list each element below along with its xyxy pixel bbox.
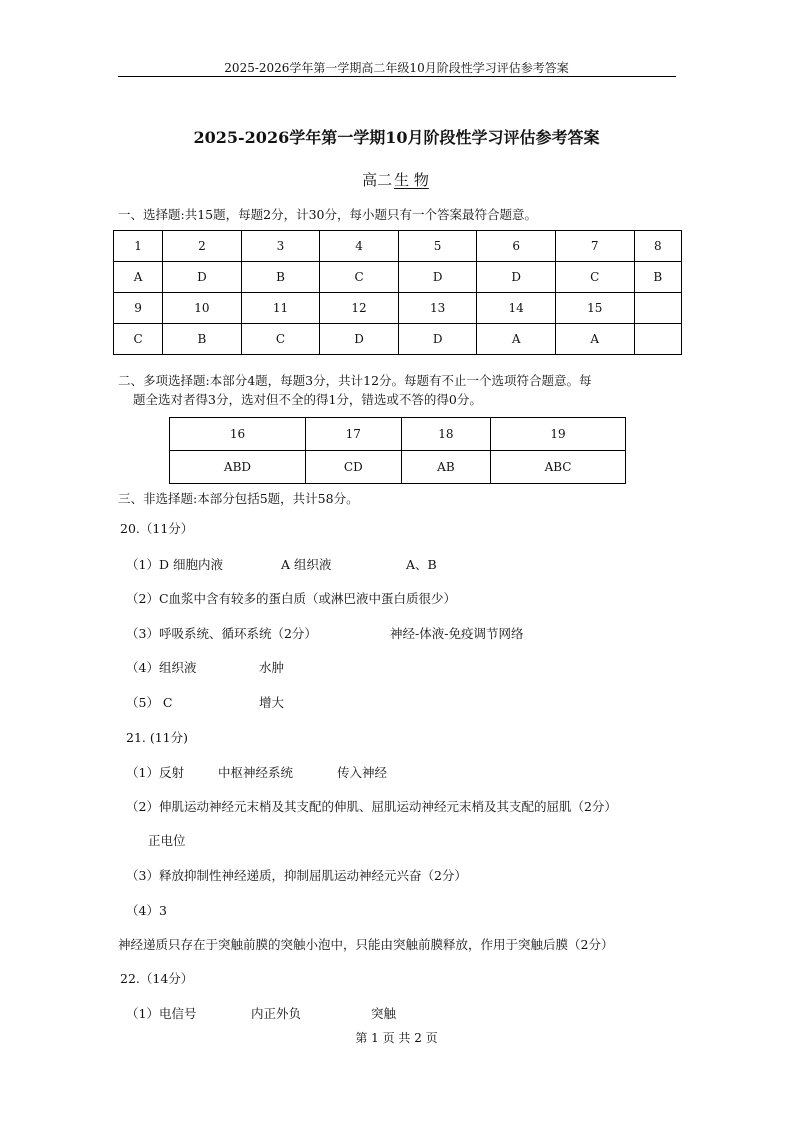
table-cell: 10 bbox=[163, 293, 242, 324]
table-row bbox=[114, 293, 682, 324]
section1-answer-table bbox=[113, 230, 682, 355]
table-cell: ABC bbox=[491, 451, 626, 484]
q20-5-answer-a: （5） C bbox=[126, 695, 173, 710]
table-cell: C bbox=[555, 262, 634, 293]
header-divider bbox=[118, 76, 676, 77]
table-cell: 9 bbox=[114, 293, 163, 324]
q20-1-answer-b: A 组织液 bbox=[281, 557, 332, 572]
q21-3-answer: （3）释放抑制性神经递质，抑制屈肌运动神经元兴奋（2分） bbox=[126, 868, 467, 883]
table-cell: C bbox=[320, 262, 399, 293]
table-cell: C bbox=[241, 324, 320, 355]
q21-1-answer-c: 传入神经 bbox=[337, 765, 388, 780]
grade-label: 高二 bbox=[362, 171, 393, 189]
table-cell: A bbox=[114, 262, 163, 293]
q20-3-answer-b: 神经-体液-免疫调节网络 bbox=[390, 626, 524, 641]
q20-3-answer-a: （3）呼吸系统、循环系统（2分） bbox=[126, 626, 317, 641]
table-cell: D bbox=[320, 324, 399, 355]
table-row bbox=[114, 324, 682, 355]
table-cell: 8 bbox=[634, 231, 681, 262]
q20-1-answer-a: （1）D 细胞内液 bbox=[126, 557, 223, 572]
q21-2-answer-a: （2）伸肌运动神经元末梢及其支配的伸肌、屈肌运动神经元末梢及其支配的屈肌（2分） bbox=[126, 799, 617, 814]
q21-2-answer-b: 正电位 bbox=[148, 833, 186, 848]
table-cell: 5 bbox=[398, 231, 477, 262]
table-cell: ABD bbox=[170, 451, 306, 484]
q20-title: 20.（11分） bbox=[120, 521, 194, 536]
q21-4-answer-a: （4）3 bbox=[126, 903, 167, 918]
table-row bbox=[170, 418, 626, 451]
q20-5-answer-b: 增大 bbox=[259, 695, 285, 710]
table-cell: 13 bbox=[398, 293, 477, 324]
subject-label: 生 物 bbox=[394, 171, 429, 189]
q22-1-answer-a: （1）电信号 bbox=[126, 1006, 197, 1021]
table-cell: D bbox=[398, 262, 477, 293]
table-cell: 2 bbox=[163, 231, 242, 262]
table-cell bbox=[634, 293, 681, 324]
table-cell: 6 bbox=[477, 231, 556, 262]
document-subtitle bbox=[0, 169, 793, 190]
table-cell: D bbox=[398, 324, 477, 355]
q20-4-answer-a: （4）组织液 bbox=[126, 660, 197, 675]
table-cell: 4 bbox=[320, 231, 399, 262]
table-row bbox=[114, 262, 682, 293]
section2-heading-line1: 二、多项选择题:本部分4题，每题3分，共计12分。每题有不止一个选项符合题意。每 bbox=[118, 373, 592, 388]
table-cell: 14 bbox=[477, 293, 556, 324]
table-cell: A bbox=[477, 324, 556, 355]
table-cell: CD bbox=[305, 451, 401, 484]
table-cell: B bbox=[634, 262, 681, 293]
section2-heading-line2: 题全选对者得3分，选对但不全的得1分，错选或不答的得0分。 bbox=[133, 392, 482, 407]
q21-1-answer-a: （1）反射 bbox=[126, 765, 184, 780]
table-cell: D bbox=[163, 262, 242, 293]
table-cell: 7 bbox=[555, 231, 634, 262]
table-cell: C bbox=[114, 324, 163, 355]
q21-1-answer-b: 中枢神经系统 bbox=[218, 765, 294, 780]
table-cell: 1 bbox=[114, 231, 163, 262]
page-footer: 第 1 页 共 2 页 bbox=[355, 1031, 438, 1045]
table-cell: 12 bbox=[320, 293, 399, 324]
table-cell: AB bbox=[401, 451, 490, 484]
document-title: 2025-2026学年第一学期10月阶段性学习评估参考答案 bbox=[193, 128, 600, 147]
q20-2-answer: （2）C血浆中含有较多的蛋白质（或淋巴液中蛋白质很少） bbox=[126, 591, 457, 606]
running-header: 2025-2026学年第一学期高二年级10月阶段性学习评估参考答案 bbox=[224, 61, 569, 75]
q22-1-answer-c: 突触 bbox=[371, 1006, 397, 1021]
table-cell: 17 bbox=[305, 418, 401, 451]
table-cell: 19 bbox=[491, 418, 626, 451]
q21-title: 21. (11分) bbox=[126, 730, 189, 745]
table-cell: D bbox=[477, 262, 556, 293]
table-cell: 16 bbox=[170, 418, 306, 451]
section2-answer-table bbox=[169, 417, 626, 484]
table-row bbox=[170, 451, 626, 484]
table-cell: 15 bbox=[555, 293, 634, 324]
q21-4-answer-b: 神经递质只存在于突触前膜的突触小泡中，只能由突触前膜释放，作用于突触后膜（2分） bbox=[118, 937, 614, 952]
q22-1-answer-b: 内正外负 bbox=[251, 1006, 302, 1021]
q20-1-answer-c: A、B bbox=[406, 557, 437, 572]
q20-4-answer-b: 水肿 bbox=[259, 660, 285, 675]
table-cell: B bbox=[163, 324, 242, 355]
table-cell: 3 bbox=[241, 231, 320, 262]
section3-heading: 三、非选择题:本部分包括5题，共计58分。 bbox=[118, 491, 359, 506]
section1-heading: 一、选择题:共15题，每题2分，计30分，每小题只有一个答案最符合题意。 bbox=[118, 207, 537, 222]
table-cell: 11 bbox=[241, 293, 320, 324]
table-cell: A bbox=[555, 324, 634, 355]
table-cell: 18 bbox=[401, 418, 490, 451]
table-row bbox=[114, 231, 682, 262]
table-cell bbox=[634, 324, 681, 355]
q22-title: 22.（14分） bbox=[120, 971, 194, 986]
table-cell: B bbox=[241, 262, 320, 293]
